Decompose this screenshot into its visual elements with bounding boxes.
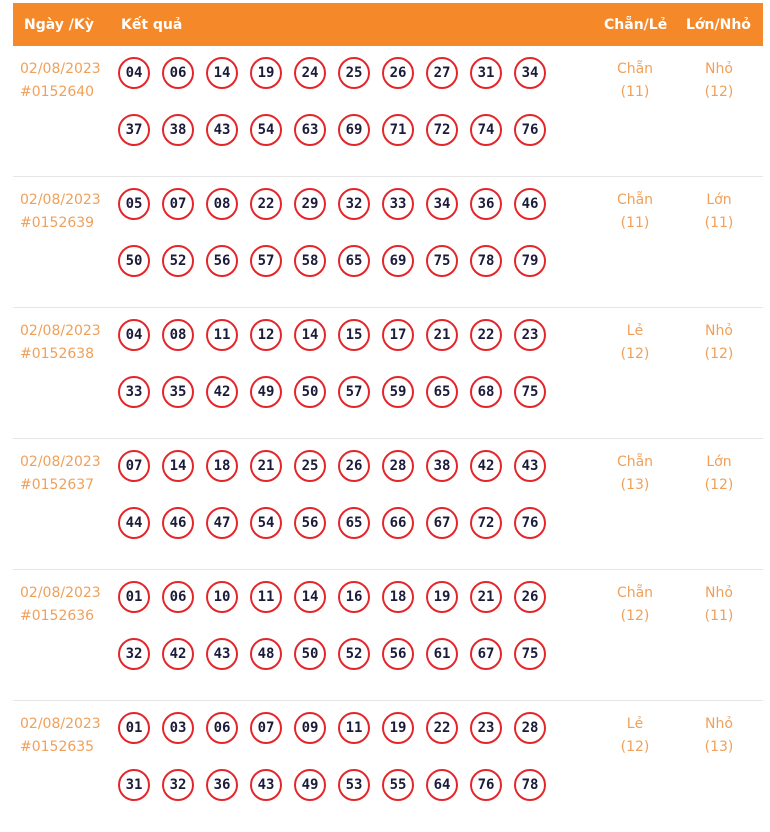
number-ball: 06 (162, 581, 194, 613)
number-ball: 64 (426, 769, 458, 801)
number-ball: 49 (250, 376, 282, 408)
draw-date: 02/08/2023 (20, 716, 101, 732)
parity-label: Chẵn (616, 192, 654, 208)
ball-row (118, 57, 568, 114)
number-ball: 48 (250, 638, 282, 670)
size-label: Lớn (706, 192, 732, 208)
number-ball: 43 (206, 114, 238, 146)
parity-count: (13) (620, 477, 650, 493)
result-balls (118, 450, 568, 564)
draw-period: #0152638 (20, 346, 95, 362)
size-stat (684, 713, 754, 759)
number-ball: 24 (294, 57, 326, 89)
draw-date-period (20, 189, 101, 235)
parity-label: Lẻ (626, 716, 644, 732)
parity-count: (12) (620, 346, 650, 362)
number-ball: 37 (118, 114, 150, 146)
size-stat (684, 320, 754, 366)
draw-period: #0152636 (20, 608, 95, 624)
number-ball: 16 (338, 581, 370, 613)
number-ball: 21 (470, 581, 502, 613)
number-ball: 23 (514, 319, 546, 351)
ball-row (118, 712, 568, 769)
number-ball: 42 (206, 376, 238, 408)
parity-label: Chẵn (616, 454, 654, 470)
number-ball: 09 (294, 712, 326, 744)
number-ball: 31 (118, 769, 150, 801)
size-label: Nhỏ (705, 585, 733, 601)
size-count: (13) (704, 739, 734, 755)
number-ball: 56 (382, 638, 414, 670)
number-ball: 14 (294, 581, 326, 613)
number-ball: 19 (382, 712, 414, 744)
number-ball: 76 (514, 114, 546, 146)
number-ball: 67 (470, 638, 502, 670)
draw-row (13, 439, 763, 570)
draw-period: #0152640 (20, 84, 95, 100)
draw-row (13, 570, 763, 701)
number-ball: 55 (382, 769, 414, 801)
header-parity: Chẵn/Lẻ (604, 17, 668, 33)
number-ball: 32 (118, 638, 150, 670)
number-ball: 11 (206, 319, 238, 351)
number-ball: 33 (382, 188, 414, 220)
number-ball: 04 (118, 319, 150, 351)
number-ball: 74 (470, 114, 502, 146)
ball-row (118, 581, 568, 638)
number-ball: 54 (250, 114, 282, 146)
number-ball: 01 (118, 581, 150, 613)
number-ball: 14 (162, 450, 194, 482)
header-size: Lớn/Nhỏ (686, 17, 751, 33)
number-ball: 28 (382, 450, 414, 482)
draw-date: 02/08/2023 (20, 192, 101, 208)
number-ball: 08 (162, 319, 194, 351)
parity-stat (600, 58, 670, 104)
draw-period: #0152639 (20, 215, 95, 231)
number-ball: 75 (514, 638, 546, 670)
parity-stat (600, 320, 670, 366)
number-ball: 18 (206, 450, 238, 482)
number-ball: 32 (338, 188, 370, 220)
number-ball: 17 (382, 319, 414, 351)
number-ball: 72 (426, 114, 458, 146)
number-ball: 14 (294, 319, 326, 351)
number-ball: 65 (426, 376, 458, 408)
number-ball: 26 (338, 450, 370, 482)
number-ball: 34 (426, 188, 458, 220)
number-ball: 11 (338, 712, 370, 744)
number-ball: 29 (294, 188, 326, 220)
number-ball: 22 (426, 712, 458, 744)
number-ball: 57 (338, 376, 370, 408)
number-ball: 50 (294, 638, 326, 670)
number-ball: 66 (382, 507, 414, 539)
draw-rows (13, 46, 763, 832)
number-ball: 04 (118, 57, 150, 89)
number-ball: 07 (250, 712, 282, 744)
number-ball: 19 (250, 57, 282, 89)
draw-date: 02/08/2023 (20, 61, 101, 77)
result-balls (118, 319, 568, 433)
number-ball: 56 (206, 245, 238, 277)
number-ball: 75 (514, 376, 546, 408)
number-ball: 42 (162, 638, 194, 670)
number-ball: 42 (470, 450, 502, 482)
ball-row (118, 638, 568, 695)
number-ball: 12 (250, 319, 282, 351)
draw-period: #0152637 (20, 477, 95, 493)
ball-row (118, 245, 568, 302)
draw-row (13, 308, 763, 439)
number-ball: 28 (514, 712, 546, 744)
number-ball: 35 (162, 376, 194, 408)
draw-date-period (20, 582, 101, 628)
number-ball: 21 (426, 319, 458, 351)
number-ball: 43 (206, 638, 238, 670)
draw-date-period (20, 451, 101, 497)
header-date-period: Ngày /Kỳ (24, 17, 94, 33)
number-ball: 38 (426, 450, 458, 482)
draw-period: #0152635 (20, 739, 95, 755)
draw-row (13, 701, 763, 832)
parity-count: (11) (620, 215, 650, 231)
number-ball: 36 (470, 188, 502, 220)
number-ball: 65 (338, 507, 370, 539)
size-count: (12) (704, 84, 734, 100)
size-label: Lớn (706, 454, 732, 470)
number-ball: 44 (118, 507, 150, 539)
number-ball: 76 (470, 769, 502, 801)
header-result: Kết quả (121, 17, 183, 33)
ball-row (118, 507, 568, 564)
number-ball: 22 (470, 319, 502, 351)
number-ball: 75 (426, 245, 458, 277)
number-ball: 07 (118, 450, 150, 482)
number-ball: 68 (470, 376, 502, 408)
number-ball: 01 (118, 712, 150, 744)
number-ball: 06 (206, 712, 238, 744)
parity-stat (600, 189, 670, 235)
draw-row (13, 46, 763, 177)
parity-label: Chẵn (616, 585, 654, 601)
number-ball: 50 (294, 376, 326, 408)
size-count: (11) (704, 215, 734, 231)
ball-row (118, 319, 568, 376)
number-ball: 23 (470, 712, 502, 744)
number-ball: 11 (250, 581, 282, 613)
result-balls (118, 188, 568, 302)
number-ball: 58 (294, 245, 326, 277)
number-ball: 22 (250, 188, 282, 220)
parity-stat (600, 582, 670, 628)
number-ball: 38 (162, 114, 194, 146)
number-ball: 46 (162, 507, 194, 539)
number-ball: 47 (206, 507, 238, 539)
number-ball: 76 (514, 507, 546, 539)
number-ball: 52 (338, 638, 370, 670)
number-ball: 26 (514, 581, 546, 613)
number-ball: 31 (470, 57, 502, 89)
number-ball: 43 (514, 450, 546, 482)
number-ball: 25 (294, 450, 326, 482)
size-count: (12) (704, 346, 734, 362)
number-ball: 06 (162, 57, 194, 89)
ball-row (118, 188, 568, 245)
number-ball: 05 (118, 188, 150, 220)
number-ball: 34 (514, 57, 546, 89)
parity-count: (12) (620, 739, 650, 755)
number-ball: 15 (338, 319, 370, 351)
number-ball: 61 (426, 638, 458, 670)
result-balls (118, 581, 568, 695)
parity-count: (11) (620, 84, 650, 100)
number-ball: 21 (250, 450, 282, 482)
number-ball: 53 (338, 769, 370, 801)
number-ball: 14 (206, 57, 238, 89)
results-table (13, 3, 763, 832)
size-count: (11) (704, 608, 734, 624)
draw-date: 02/08/2023 (20, 454, 101, 470)
number-ball: 46 (514, 188, 546, 220)
number-ball: 56 (294, 507, 326, 539)
number-ball: 72 (470, 507, 502, 539)
ball-row (118, 769, 568, 826)
number-ball: 59 (382, 376, 414, 408)
number-ball: 03 (162, 712, 194, 744)
number-ball: 63 (294, 114, 326, 146)
size-stat (684, 58, 754, 104)
parity-label: Lẻ (626, 323, 644, 339)
size-label: Nhỏ (705, 716, 733, 732)
number-ball: 10 (206, 581, 238, 613)
number-ball: 69 (338, 114, 370, 146)
number-ball: 52 (162, 245, 194, 277)
result-balls (118, 57, 568, 171)
parity-label: Chẵn (616, 61, 654, 77)
parity-stat (600, 713, 670, 759)
number-ball: 08 (206, 188, 238, 220)
number-ball: 27 (426, 57, 458, 89)
number-ball: 79 (514, 245, 546, 277)
number-ball: 33 (118, 376, 150, 408)
ball-row (118, 114, 568, 171)
number-ball: 54 (250, 507, 282, 539)
number-ball: 78 (514, 769, 546, 801)
number-ball: 07 (162, 188, 194, 220)
number-ball: 18 (382, 581, 414, 613)
number-ball: 69 (382, 245, 414, 277)
number-ball: 57 (250, 245, 282, 277)
draw-row (13, 177, 763, 308)
number-ball: 32 (162, 769, 194, 801)
parity-stat (600, 451, 670, 497)
size-stat (684, 582, 754, 628)
parity-count: (12) (620, 608, 650, 624)
number-ball: 43 (250, 769, 282, 801)
number-ball: 36 (206, 769, 238, 801)
number-ball: 50 (118, 245, 150, 277)
number-ball: 71 (382, 114, 414, 146)
size-label: Nhỏ (705, 61, 733, 77)
number-ball: 65 (338, 245, 370, 277)
size-count: (12) (704, 477, 734, 493)
number-ball: 19 (426, 581, 458, 613)
draw-date: 02/08/2023 (20, 323, 101, 339)
table-header (13, 3, 763, 46)
draw-date: 02/08/2023 (20, 585, 101, 601)
draw-date-period (20, 58, 101, 104)
result-balls (118, 712, 568, 826)
number-ball: 26 (382, 57, 414, 89)
number-ball: 67 (426, 507, 458, 539)
size-stat (684, 451, 754, 497)
number-ball: 25 (338, 57, 370, 89)
size-stat (684, 189, 754, 235)
number-ball: 78 (470, 245, 502, 277)
ball-row (118, 376, 568, 433)
ball-row (118, 450, 568, 507)
draw-date-period (20, 713, 101, 759)
draw-date-period (20, 320, 101, 366)
number-ball: 49 (294, 769, 326, 801)
size-label: Nhỏ (705, 323, 733, 339)
